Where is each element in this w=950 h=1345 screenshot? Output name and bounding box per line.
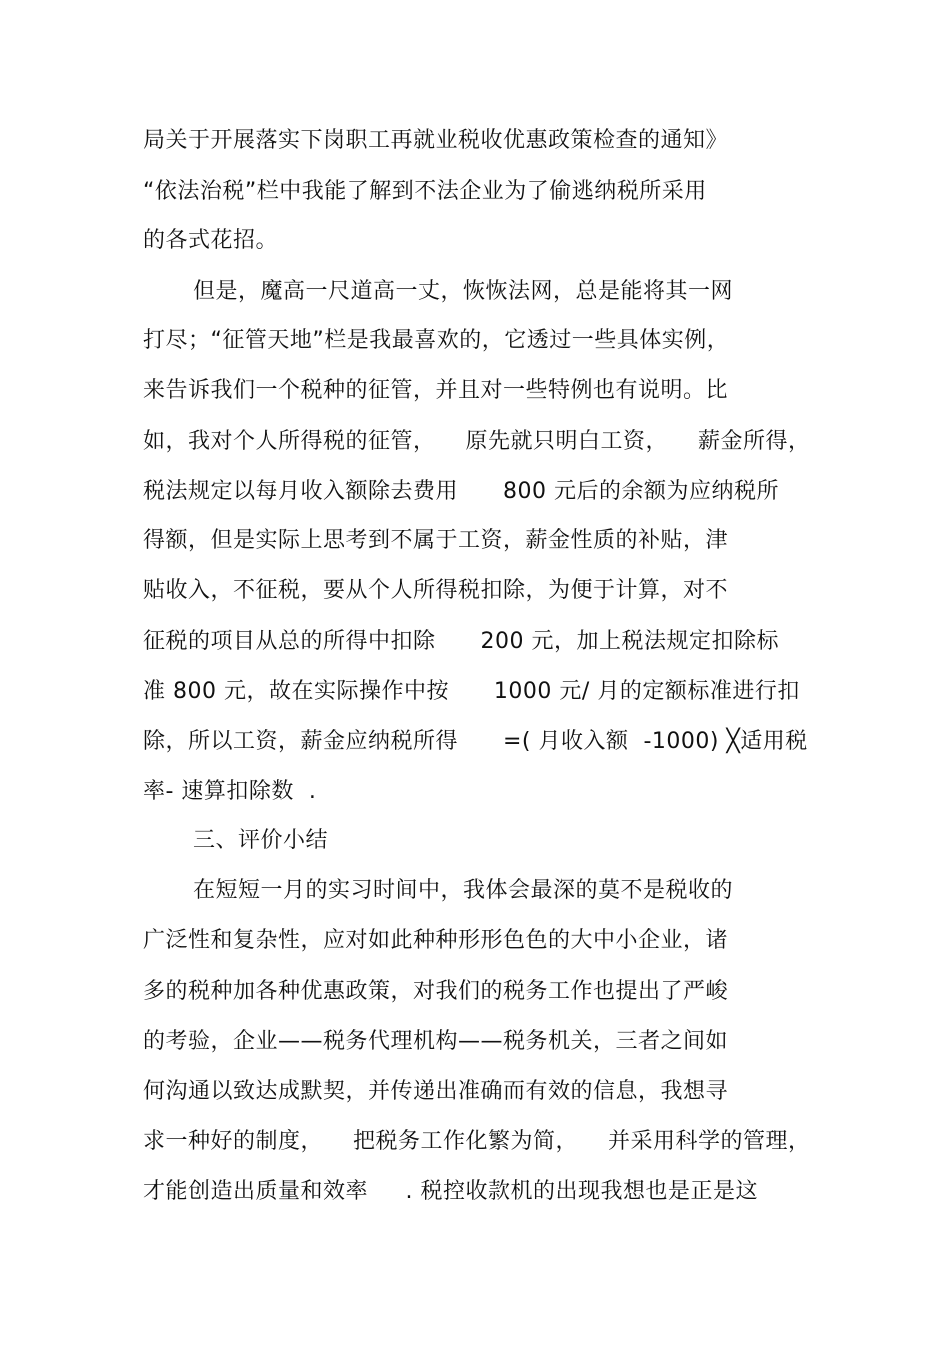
text-line: 在短短一月的实习时间中，我体会最深的莫不是税收的 <box>193 878 734 903</box>
text-line: 何沟通以致达成默契，并传递出准确而有效的信息，我想寻 <box>143 1079 729 1104</box>
text-line: 的考验，企业——税务代理机构——税务机关，三者之间如 <box>143 1029 729 1054</box>
text-line: “依法治税”栏中我能了解到不法企业为了偷逃纳税所采用 <box>143 179 707 204</box>
text-line: 除，所以工资，薪金应纳税所得 =( 月收入额 -1000) ╳适用税 <box>143 729 808 754</box>
text-line: 才能创造出质量和效率 . 税控收款机的出现我想也是正是这 <box>143 1179 758 1204</box>
text-line: 税法规定以每月收入额除去费用 800 元后的余额为应纳税所 <box>143 479 779 504</box>
text-line: 率- 速算扣除数 . <box>143 779 317 804</box>
text-line: 打尽；“征管天地”栏是我最喜欢的，它透过一些具体实例， <box>143 328 730 353</box>
text-line: 如，我对个人所得税的征管， 原先就只明白工资， 薪金所得， <box>143 429 811 454</box>
text-line: 贴收入，不征税，要从个人所得税扣除，为便于计算，对不 <box>143 578 729 603</box>
text-line: 但是，魔高一尺道高一丈，恢恢法网，总是能将其一网 <box>193 279 734 304</box>
text-line: 征税的项目从总的所得中扣除 200 元，加上税法规定扣除标 <box>143 629 779 654</box>
text-line: 的各式花招。 <box>143 228 279 253</box>
text-line: 准 800 元，故在实际操作中按 1000 元/ 月的定额标准进行扣 <box>143 679 800 704</box>
text-line: 得额，但是实际上思考到不属于工资，薪金性质的补贴，津 <box>143 528 729 553</box>
text-line: 广泛性和复杂性，应对如此种种形形色色的大中小企业，诸 <box>143 928 729 953</box>
section-heading: 三、评价小结 <box>193 828 329 853</box>
text-line: 来告诉我们一个税种的征管，并且对一些特例也有说明。比 <box>143 378 729 403</box>
text-line: 局关于开展落实下岗职工再就业税收优惠政策检查的通知》 <box>143 128 729 153</box>
text-line: 求一种好的制度， 把税务工作化繁为简， 并采用科学的管理， <box>143 1129 811 1154</box>
text-line: 多的税种加各种优惠政策，对我们的税务工作也提出了严峻 <box>143 979 729 1004</box>
